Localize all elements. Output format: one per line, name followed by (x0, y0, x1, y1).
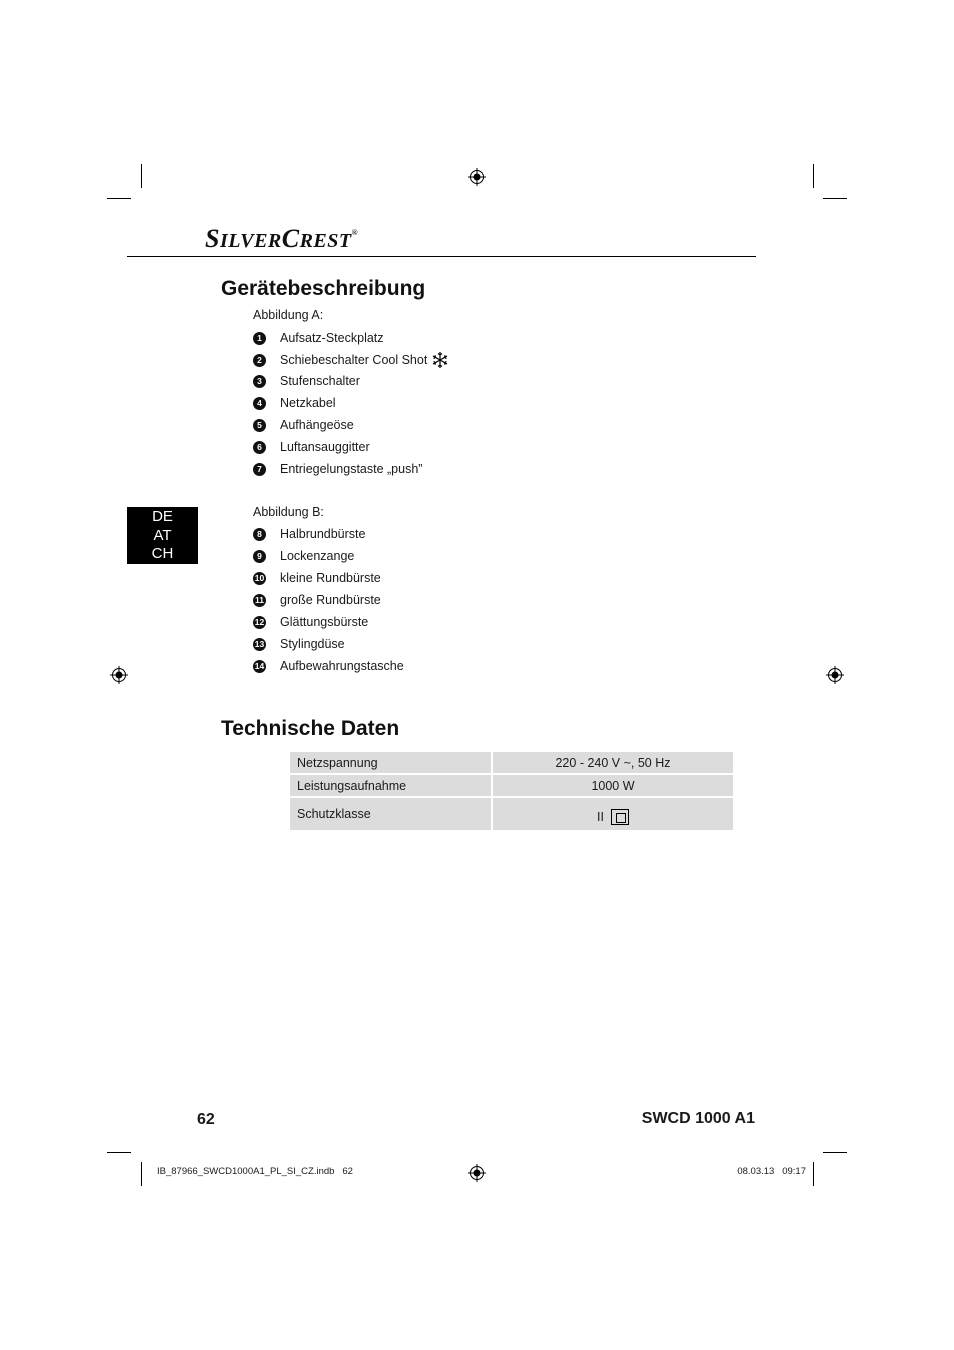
table-row (290, 775, 733, 796)
list-item: 12 Glättungsbürste (254, 615, 369, 629)
item-number: 13 (254, 638, 265, 649)
crop-mark (141, 1162, 142, 1186)
crop-mark (823, 1152, 847, 1153)
list-item: 1 Aufsatz-Steckplatz (253, 330, 384, 346)
list-item: 13 Stylingdüse (254, 637, 345, 651)
item-number: 11 (255, 594, 264, 605)
brand-logo: SILVERCREST® (205, 224, 359, 253)
crop-mark (813, 164, 814, 188)
list-item: 6 Luftansauggitter (253, 439, 370, 455)
registration-mark-icon (826, 666, 844, 684)
language-tab: DE AT CH (127, 507, 198, 564)
crop-mark (107, 198, 131, 199)
table-cell-key: Leistungsaufnahme (290, 775, 491, 796)
page-number: 62 (197, 1111, 215, 1128)
table-cell-value: 1000 W (493, 775, 733, 796)
print-date-time: 08.03.13 09:17 (737, 1166, 806, 1177)
table-row (290, 798, 733, 830)
technical-data-table (290, 752, 733, 832)
item-number: 3 (253, 375, 266, 388)
item-number: 10 (254, 572, 265, 583)
item-number: 6 (253, 441, 266, 454)
section-title-description: Gerätebeschreibung (221, 277, 426, 300)
item-number: 8 (253, 528, 266, 541)
list-item: 10 kleine Rundbürste (254, 571, 381, 585)
figure-a-label: Abbildung A: (253, 308, 324, 322)
list-item: 14 Aufbewahrungstasche (254, 659, 404, 673)
list-item: 8 Halbrundbürste (253, 526, 365, 542)
table-cell-key: Netzspannung (290, 752, 491, 773)
model-name: SWCD 1000 A1 (641, 1110, 755, 1127)
item-number: 9 (253, 550, 266, 563)
figure-b-label: Abbildung B: (253, 505, 324, 519)
list-item: 3 Stufenschalter (253, 373, 360, 389)
protection-class-ii-icon (611, 809, 629, 825)
crop-mark (823, 198, 847, 199)
item-number: 5 (253, 419, 266, 432)
list-item: 2 Schiebeschalter Cool Shot (253, 352, 449, 368)
item-number: 4 (253, 397, 266, 410)
crop-mark (141, 164, 142, 188)
crop-mark (107, 1152, 131, 1153)
list-item: 5 Aufhängeöse (253, 417, 354, 433)
item-number: 2 (253, 354, 266, 367)
crop-mark (813, 1162, 814, 1186)
registration-mark-icon (110, 666, 128, 684)
file-info: IB_87966_SWCD1000A1_PL_SI_CZ.indb 62 (157, 1166, 353, 1177)
snowflake-icon (431, 351, 449, 369)
item-number: 1 (253, 332, 266, 345)
registration-mark-icon (468, 1164, 486, 1182)
item-number: 14 (254, 660, 265, 671)
section-title-technical-data: Technische Daten (221, 717, 400, 740)
registration-mark-icon (468, 168, 486, 186)
list-item: 4 Netzkabel (253, 395, 336, 411)
list-item: 11 große Rundbürste (255, 593, 381, 607)
table-cell-value: II (493, 798, 733, 830)
list-item: 9 Lockenzange (253, 548, 354, 564)
table-cell-key: Schutzklasse (290, 798, 491, 830)
item-number: 12 (254, 616, 265, 627)
table-row (290, 752, 733, 773)
item-number: 7 (253, 463, 266, 476)
list-item: 7 Entriegelungstaste „push” (253, 461, 422, 477)
table-cell-value: 220 - 240 V ~, 50 Hz (493, 752, 733, 773)
header-rule (127, 256, 756, 257)
